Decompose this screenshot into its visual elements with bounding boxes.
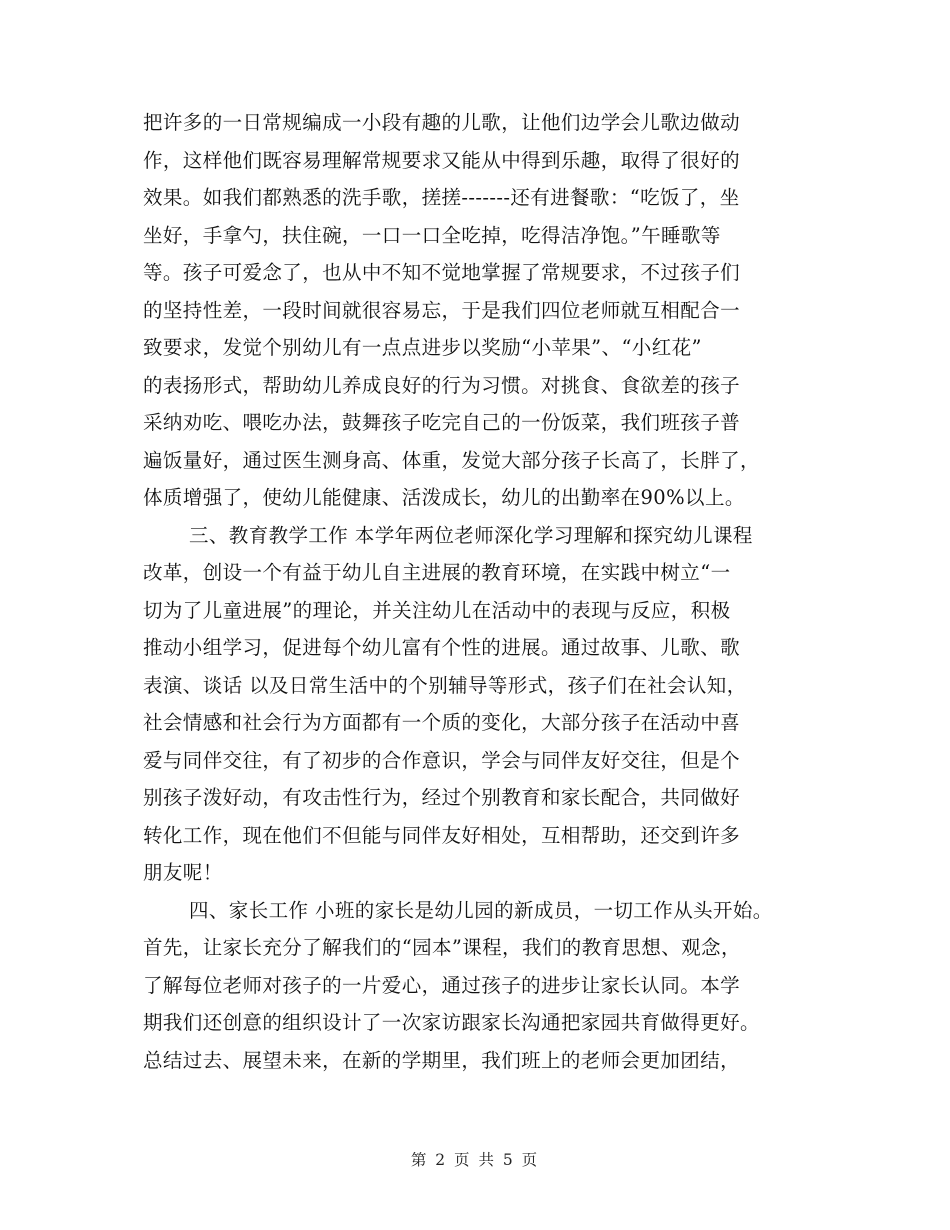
page-footer: 第 2 页 共 5 页 (410, 1151, 540, 1169)
text-line: 采纳劝吃、喂吃办法，鼓舞孩子吃完自己的一份饭菜，我们班孩子普 (143, 411, 741, 434)
text-line: 期我们还创意的组织设计了一次家访跟家长沟通把家园共育做得更好。 (143, 1011, 760, 1034)
text-line: 遍饭量好，通过医生测身高、体重，发觉大部分孩子长高了，长胖了， (143, 448, 760, 472)
text-line: 的坚持性差，一段时间就很容易忘，于是我们四位老师就互相配合一 (143, 298, 741, 322)
text-line: 表演、谈话 以及日常生活中的个别辅导等形式，孩子们在社会认知， (143, 673, 747, 697)
text-line: 把许多的一日常规编成一小段有趣的儿歌，让他们边学会儿歌边做动 (143, 111, 741, 134)
text-line: 了解每位老师对孩子的一片爱心，通过孩子的进步让家长认同。本学 (143, 973, 741, 997)
text-line: 推动小组学习，促进每个幼儿富有个性的进展。通过故事、儿歌、歌 (143, 636, 741, 659)
text-line: 改革，创设一个有益于幼儿自主进展的教育环境，在实践中树立“一 (143, 561, 731, 584)
text-line: 坐好，手拿勺，扶住碗，一口一口全吃掉，吃得洁净饱。”午睡歌等 (143, 223, 721, 247)
section-heading-line: 四、家长工作 小班的家长是幼儿园的新成员，一切工作从头开始。 (189, 898, 773, 922)
text-line: 别孩子泼好动，有攻击性行为，经过个别教育和家长配合，共同做好 (143, 786, 741, 809)
text-line: 朋友呢！ (143, 861, 223, 884)
text-line: 体质增强了，使幼儿能健康、活泼成长，幼儿的出勤率在90%以上。 (143, 486, 745, 509)
text-line: 首先，让家长充分了解我们的“园本”课程，我们的教育思想、观念， (143, 936, 741, 959)
text-line: 作，这样他们既容易理解常规要求又能从中得到乐趣，取得了很好的 (143, 148, 741, 172)
text-line: 总结过去、展望未来，在新的学期里，我们班上的老师会更加团结， (143, 1048, 741, 1072)
section-heading-line: 三、教育教学工作 本学年两位老师深化学习理解和探究幼儿课程 (189, 523, 753, 547)
document-body (143, 104, 823, 1079)
text-line: 的表扬形式，帮助幼儿养成良好的行为习惯。对挑食、食欲差的孩子 (143, 373, 741, 397)
text-line: 转化工作，现在他们不但能与同伴友好相处，互相帮助，还交到许多 (143, 823, 741, 847)
text-line: 效果。如我们都熟悉的洗手歌，搓搓-------还有进餐歌：“吃饭了，坐 (143, 186, 740, 209)
text-line: 等。孩子可爱念了，也从中不知不觉地掌握了常规要求，不过孩子们 (143, 261, 741, 284)
text-line: 爱与同伴交往，有了初步的合作意识，学会与同伴友好交往，但是个 (143, 748, 741, 772)
text-line: 切为了儿童进展”的理论，并关注幼儿在活动中的表现与反应，积极 (143, 598, 731, 622)
text-line: 致要求，发觉个别幼儿有一点点进步以奖励“小苹果”、“小红花” (143, 336, 702, 359)
text-line: 社会情感和社会行为方面都有一个质的变化，大部分孩子在活动中喜 (143, 711, 741, 734)
